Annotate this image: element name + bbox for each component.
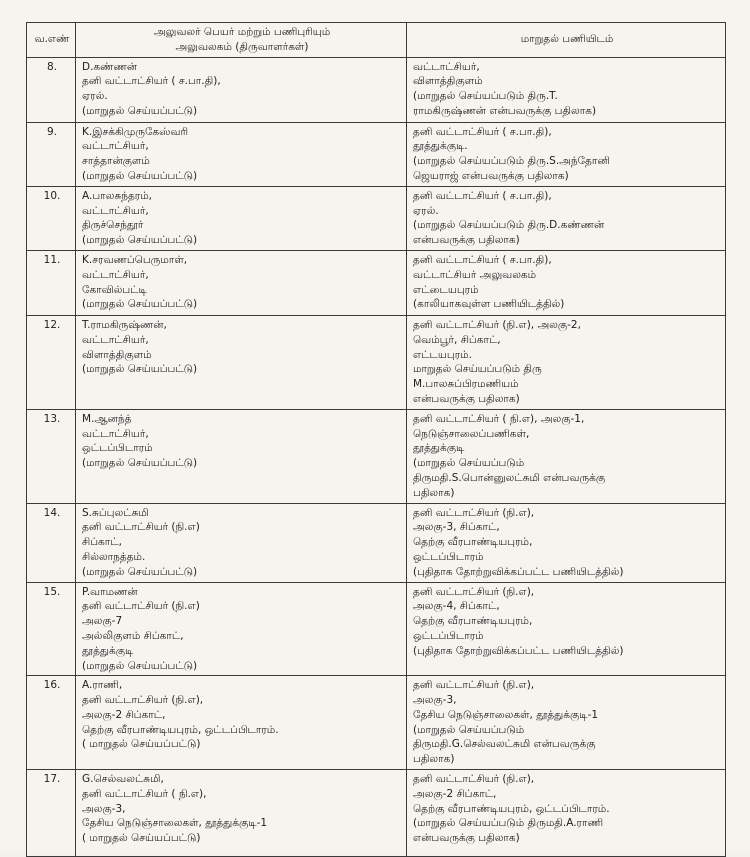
transfer-line: அலகு-2 சிப்காட்,	[413, 787, 497, 800]
officer-line: ( மாறுதல் செய்யப்பட்டு)	[82, 738, 201, 751]
officer-line: A.பாலசுந்தரம்,	[82, 189, 152, 202]
transfer-line: தனி வட்டாட்சியர் ( ச.பா.தி),	[413, 253, 552, 266]
officer-line: தனி வட்டாட்சியர் (நி.எ),	[82, 694, 204, 707]
row-serial-number: 8.	[27, 57, 76, 122]
transfer-line: (மாறுதல் செய்யப்படும் திருமதி.A.ராணி	[413, 817, 604, 830]
officer-line: அலகு-2 சிப்காட்,	[82, 708, 166, 721]
officer-line: சிப்காட்,	[82, 536, 122, 549]
officer-line: தேசிய நெடுஞ்சாலைகள், தூத்துக்குடி-1	[82, 817, 268, 830]
transfer-line: M.பாலசுப்பிரமணியம்	[413, 378, 519, 391]
officer-line: வட்டாட்சியர்,	[82, 333, 149, 346]
table-row	[27, 315, 726, 409]
officer-cell	[76, 582, 407, 676]
officer-line: ஒட்டப்பிடாரம்	[82, 442, 153, 455]
row-serial-number: 12.	[27, 315, 76, 409]
transfer-line: தேசிய நெடுஞ்சாலைகள், தூத்துக்குடி-1	[413, 708, 599, 721]
transfer-cell	[407, 409, 726, 503]
transfer-line: (மாறுதல் செய்யப்படும்	[413, 457, 525, 470]
transfer-cell	[407, 582, 726, 676]
officer-line: (மாறுதல் செய்யப்பட்டு)	[82, 169, 198, 182]
officer-line: (மாறுதல் செய்யப்பட்டு)	[82, 298, 198, 311]
officer-line: தெற்கு வீரபாண்டியபுரம், ஒட்டப்பிடாரம்.	[82, 723, 279, 736]
row-serial-number: 14.	[27, 503, 76, 582]
row-serial-number: 15.	[27, 582, 76, 676]
transfer-line: ராமகிருஷ்ணன் என்பவருக்கு பதிலாக)	[413, 104, 597, 117]
officer-cell	[76, 57, 407, 122]
officer-line: P.வாமணன்	[82, 585, 138, 598]
officer-line: G.செல்வலட்சுமி,	[82, 773, 164, 786]
transfer-line: தனி வட்டாட்சியர் (நி.எ),	[413, 679, 535, 692]
transfer-line: எட்டயபுரம்.	[413, 348, 472, 361]
transfer-line: பதிலாக)	[413, 486, 455, 499]
transfer-line: தனி வட்டாட்சியர் (நி.எ),	[413, 773, 535, 786]
table-row	[27, 676, 726, 770]
transfer-line: தனி வட்டாட்சியர் (நி.எ), அலகு-2,	[413, 318, 581, 331]
row-serial-number: 17.	[27, 770, 76, 857]
officer-cell	[76, 770, 407, 857]
header-officer-line1: அலுவலர் பெயர் மற்றும் பணிபுரியும்	[153, 26, 331, 38]
officer-line: வட்டாட்சியர்,	[82, 204, 149, 217]
transfer-line: எட்டையபுரம்	[413, 283, 479, 296]
transfer-line: அலகு-3, சிப்காட்,	[413, 521, 500, 534]
transfer-line: ஜெயராஜ் என்பவருக்கு பதிலாக)	[413, 169, 569, 182]
transfer-line: அலகு-3,	[413, 694, 457, 707]
row-serial-number: 9.	[27, 122, 76, 186]
table-body	[27, 57, 726, 856]
table-row	[27, 57, 726, 122]
transfer-line: மாறுதல் செய்யப்படும் திரு	[413, 363, 542, 376]
transfer-line: (மாறுதல் செய்யப்படும்	[413, 723, 525, 736]
transfer-line: தனி வட்டாட்சியர் ( ச.பா.தி),	[413, 125, 552, 138]
transfer-line: ஒட்டப்பிடாரம்	[413, 629, 484, 642]
transfer-line: (மாறுதல் செய்யப்படும் திரு.T.	[413, 90, 558, 103]
transfer-cell	[407, 186, 726, 250]
officer-line: தூத்துக்குடி	[82, 644, 134, 657]
transfer-line: (மாறுதல் செய்யப்படும் திரு.S.அந்தோனி	[413, 155, 610, 168]
officer-line: தனி வட்டாட்சியர் ( நி.எ),	[82, 787, 207, 800]
row-serial-number: 10.	[27, 186, 76, 250]
officer-line: K.சரவணப்பெருமாள்,	[82, 253, 188, 266]
officer-line: தனி வட்டாட்சியர் (நி.எ)	[82, 600, 200, 613]
officer-line: M.ஆனந்த்	[82, 412, 132, 425]
transfer-cell	[407, 122, 726, 186]
officer-line: தனி வட்டாட்சியர் (நி.எ)	[82, 521, 200, 534]
transfer-line: தனி வட்டாட்சியர் (நி.எ),	[413, 506, 535, 519]
officer-line: K.இசக்கிமுருகேஸ்வரி	[82, 125, 189, 138]
officer-line: வட்டாட்சியர்,	[82, 140, 149, 153]
officer-cell	[76, 250, 407, 315]
row-serial-number: 11.	[27, 250, 76, 315]
officer-line: A.ராணி,	[82, 679, 123, 692]
transfer-line: தெற்கு வீரபாண்டியபுரம்,	[413, 536, 533, 549]
row-serial-number: 16.	[27, 676, 76, 770]
transfer-line: திருமதி.G.செல்வலட்சுமி என்பவருக்கு	[413, 738, 596, 751]
transfer-line: திருமதி.S.பொன்னுலட்சுமி என்பவருக்கு	[413, 471, 606, 484]
transfer-cell	[407, 315, 726, 409]
officer-line: D.கண்ணன்	[82, 60, 138, 73]
table-header-row	[27, 23, 726, 58]
table-row	[27, 770, 726, 857]
officer-line: T.ராமகிருஷ்ணன்,	[82, 318, 167, 331]
transfer-line: தனி வட்டாட்சியர் (நி.எ),	[413, 585, 535, 598]
transfer-line: வட்டாட்சியர்,	[413, 60, 480, 73]
officer-cell	[76, 409, 407, 503]
officer-cell	[76, 503, 407, 582]
officer-line: (மாறுதல் செய்யப்பட்டு)	[82, 234, 198, 247]
transfer-table	[26, 22, 726, 857]
transfer-line: தெற்கு வீரபாண்டியபுரம்,	[413, 615, 533, 628]
table-row	[27, 250, 726, 315]
transfer-line: ஒட்டப்பிடாரம்	[413, 550, 484, 563]
transfer-line: நெடுஞ்சாலைப்பணிகள்,	[413, 427, 530, 440]
transfer-line: வட்டாட்சியர் அலுவலகம்	[413, 268, 537, 281]
officer-cell	[76, 315, 407, 409]
transfer-line: (புதிதாக தோற்றுவிக்கப்பட்ட பணியிடத்தில்)	[413, 565, 624, 578]
header-transfer: மாறுதல் பணியிடம்	[407, 23, 726, 58]
officer-line: (மாறுதல் செய்யப்பட்டு)	[82, 457, 198, 470]
officer-line: அலகு-3,	[82, 802, 126, 815]
transfer-line: என்பவருக்கு பதிலாக)	[413, 832, 520, 845]
officer-line: (மாறுதல் செய்யப்பட்டு)	[82, 565, 198, 578]
officer-line: வட்டாட்சியர்,	[82, 427, 149, 440]
officer-cell	[76, 676, 407, 770]
transfer-cell	[407, 676, 726, 770]
transfer-line: தூத்துக்குடி	[413, 442, 465, 455]
transfer-line: வெம்பூர், சிப்காட்,	[413, 333, 501, 346]
officer-line: சில்லாநத்தம்.	[82, 550, 146, 563]
header-officer-line2: அலுவலகம் (திருவாளர்கள்)	[175, 40, 309, 53]
transfer-cell	[407, 503, 726, 582]
officer-cell	[76, 122, 407, 186]
officer-line: அல்லிகுளம் சிப்காட்,	[82, 629, 184, 642]
row-serial-number: 13.	[27, 409, 76, 503]
table-row	[27, 186, 726, 250]
officer-line: தனி வட்டாட்சியர் ( ச.பா.தி),	[82, 75, 221, 88]
transfer-line: பதிலாக)	[413, 753, 455, 766]
header-sno: வ.எண்	[27, 23, 76, 58]
officer-line: அலகு-7	[82, 615, 123, 628]
officer-line: ஏரல்.	[82, 90, 108, 103]
officer-cell	[76, 186, 407, 250]
transfer-line: தெற்கு வீரபாண்டியபுரம், ஒட்டப்பிடாரம்.	[413, 802, 610, 815]
transfer-line: என்பவருக்கு பதிலாக)	[413, 234, 520, 247]
transfer-line: ஏரல்.	[413, 204, 439, 217]
table-row	[27, 122, 726, 186]
table-row	[27, 503, 726, 582]
transfer-line: தனி வட்டாட்சியர் ( ச.பா.தி),	[413, 189, 552, 202]
officer-line: (மாறுதல் செய்யப்பட்டு)	[82, 363, 198, 376]
header-officer	[76, 23, 407, 58]
transfer-cell	[407, 770, 726, 857]
table-row	[27, 409, 726, 503]
officer-line: (மாறுதல் செய்யப்பட்டு)	[82, 659, 198, 672]
transfer-line: (காலியாகவுள்ள பணியிடத்தில்)	[413, 298, 565, 311]
transfer-line: தனி வட்டாட்சியர் ( நி.எ), அலகு-1,	[413, 412, 585, 425]
officer-line: சாத்தான்குளம்	[82, 155, 150, 168]
table-row	[27, 582, 726, 676]
transfer-line: (மாறுதல் செய்யப்படும் திரு.D.கண்ணன்	[413, 219, 605, 232]
transfer-line: அலகு-4, சிப்காட்,	[413, 600, 500, 613]
officer-line: (மாறுதல் செய்யப்பட்டு)	[82, 104, 198, 117]
transfer-line: விளாத்திகுளம்	[413, 75, 483, 88]
officer-line: திருச்செந்தூர்	[82, 219, 144, 232]
officer-line: ( மாறுதல் செய்யப்பட்டு)	[82, 832, 201, 845]
officer-line: S.சுப்புலட்சுமி	[82, 506, 149, 519]
officer-line: கோவில்பட்டி	[82, 283, 147, 296]
transfer-line: (புதிதாக தோற்றுவிக்கப்பட்ட பணியிடத்தில்)	[413, 644, 624, 657]
officer-line: விளாத்திகுளம்	[82, 348, 152, 361]
transfer-line: என்பவருக்கு பதிலாக)	[413, 392, 520, 405]
transfer-line: தூத்துக்குடி.	[413, 140, 468, 153]
transfer-cell	[407, 57, 726, 122]
transfer-cell	[407, 250, 726, 315]
officer-line: வட்டாட்சியர்,	[82, 268, 149, 281]
